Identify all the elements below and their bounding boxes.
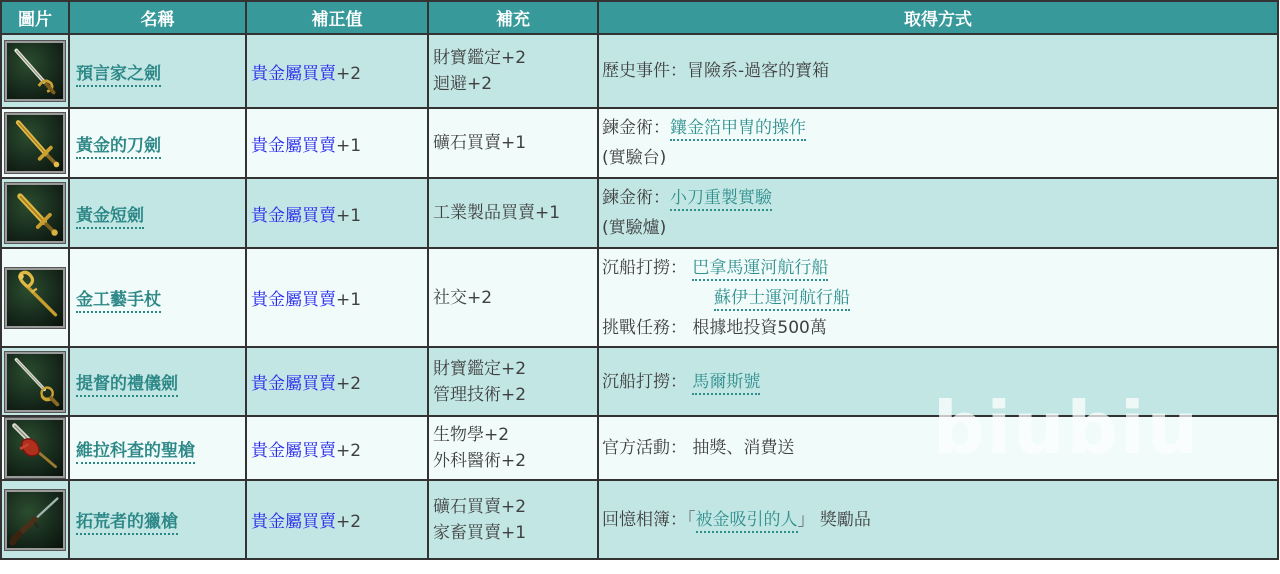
image-cell (1, 108, 69, 178)
acquisition-text: (實驗台) (602, 148, 667, 168)
image-cell (1, 34, 69, 108)
bonus-skill-link[interactable]: 貴金屬買賣 (251, 135, 336, 156)
acquisition-line (602, 505, 1273, 535)
acquisition-line (602, 313, 1273, 343)
acquisition-link[interactable]: 蘇伊士運河航行船 (714, 288, 850, 311)
golden-short-sword-icon (5, 183, 65, 243)
bonus-skill-link[interactable]: 貴金屬買賣 (251, 205, 336, 226)
acquisition-link[interactable]: 鑲金箔甲冑的操作 (670, 118, 806, 141)
item-row (1, 347, 1278, 416)
acquisition-text: 官方活動： 抽獎、消費送 (602, 438, 795, 458)
name-cell (69, 108, 246, 178)
acquisition-text: 鍊金術： (602, 118, 670, 138)
item-name-link[interactable]: 拓荒者的獵槍 (76, 512, 178, 535)
header-row (1, 1, 1278, 34)
acquisition-text: 回憶相簿：「 (602, 509, 696, 530)
header-acquisition-column: 取得方式 (598, 1, 1278, 34)
supplement-line: 社交+2 (433, 287, 493, 308)
bonus-skill-link[interactable]: 貴金屬買賣 (251, 290, 336, 310)
image-cell (1, 416, 69, 480)
supplement-line: 管理技術+2 (433, 384, 527, 405)
acquisition-cell (598, 416, 1278, 480)
acquisition-link[interactable]: 巴拿馬運河航行船 (692, 258, 828, 281)
acquisition-line (602, 367, 1273, 397)
item-row (1, 34, 1278, 108)
image-cell (1, 248, 69, 347)
acquisition-cell (598, 480, 1278, 559)
acquisition-line (602, 283, 1273, 313)
acquisition-link[interactable]: 小刀重製實驗 (670, 188, 772, 211)
bonus-value: +1 (336, 205, 362, 226)
supplement-cell (428, 34, 598, 108)
acquisition-cell (598, 34, 1278, 108)
name-cell (69, 178, 246, 248)
bonus-value: +2 (336, 512, 362, 532)
golden-blade-sword-icon (5, 113, 65, 173)
supplement-line: 生物學+2 (433, 425, 510, 445)
supplement-line: 礦石買賣+2 (433, 496, 527, 517)
acquisition-cell (598, 347, 1278, 416)
bonus-skill-link[interactable]: 貴金屬買賣 (251, 374, 336, 394)
acquisition-cell (598, 248, 1278, 347)
acquisition-cell (598, 178, 1278, 248)
item-row (1, 178, 1278, 248)
acquisition-text: 沉船打撈： (602, 371, 693, 392)
acquisition-text: 」 獎勵品 (797, 509, 871, 530)
supplement-line: 外科醫術+2 (433, 451, 527, 471)
supplement-cell (428, 178, 598, 248)
acquisition-line (602, 433, 1273, 463)
acquisition-text: 歷史事件：冒險系-過客的寶箱 (602, 61, 830, 81)
acquisition-line (602, 213, 1273, 243)
item-name-link[interactable]: 黃金短劍 (76, 206, 144, 229)
name-cell (69, 248, 246, 347)
image-cell (1, 480, 69, 559)
supplement-line: 工業製品買賣+1 (433, 203, 561, 223)
image-cell (1, 178, 69, 248)
header-bonus-column: 補正值 (246, 1, 428, 34)
supplement-line: 迴避+2 (433, 74, 493, 94)
acquisition-text: 挑戰任務： 根據地投資500萬 (602, 317, 827, 338)
item-row (1, 248, 1278, 347)
name-cell (69, 480, 246, 559)
name-cell (69, 416, 246, 480)
supplement-line: 礦石買賣+1 (433, 133, 527, 153)
header-supplement-column: 補充 (428, 1, 598, 34)
acquisition-line (602, 113, 1273, 143)
bonus-cell (246, 178, 428, 248)
admiral-ceremonial-sword-icon (5, 352, 65, 412)
supplement-cell (428, 416, 598, 480)
image-cell (1, 347, 69, 416)
acquisition-text: (實驗爐) (602, 218, 667, 238)
bonus-cell (246, 34, 428, 108)
bonus-skill-link[interactable]: 貴金屬買賣 (251, 440, 336, 461)
acquisition-line (602, 143, 1273, 173)
bonus-cell (246, 416, 428, 480)
name-cell (69, 347, 246, 416)
header-name-column: 名稱 (69, 1, 246, 34)
pioneer-hunting-rifle-icon (5, 490, 65, 550)
acquisition-link[interactable]: 馬爾斯號 (692, 372, 760, 395)
acquisition-line (602, 56, 1273, 86)
bonus-cell (246, 108, 428, 178)
viracocha-holy-spear-icon (5, 418, 65, 478)
supplement-cell (428, 480, 598, 559)
supplement-cell (428, 108, 598, 178)
bonus-value: +2 (336, 440, 362, 461)
bonus-value: +2 (336, 374, 362, 394)
name-cell (69, 34, 246, 108)
prophet-sword-icon (5, 41, 65, 101)
bonus-value: +2 (336, 63, 362, 84)
acquisition-link[interactable]: 被金吸引的人 (696, 510, 798, 533)
watermark: biubiu (933, 386, 1200, 470)
supplement-line: 家畜買賣+1 (433, 522, 527, 543)
item-name-link[interactable]: 黃金的刀劍 (76, 136, 161, 159)
bonus-value: +1 (336, 290, 362, 310)
acquisition-text: 沉船打撈： (602, 257, 693, 278)
item-name-link[interactable]: 提督的禮儀劍 (76, 374, 178, 397)
acquisition-line (602, 253, 1273, 283)
supplement-line: 財寶鑑定+2 (433, 358, 527, 379)
acquisition-text: 鍊金術： (602, 188, 670, 208)
supplement-cell (428, 248, 598, 347)
supplement-line: 財寶鑑定+2 (433, 48, 527, 68)
bonus-cell (246, 480, 428, 559)
supplement-cell (428, 347, 598, 416)
bonus-skill-link[interactable]: 貴金屬買賣 (251, 63, 336, 84)
item-row (1, 480, 1278, 559)
bonus-cell (246, 248, 428, 347)
bonus-cell (246, 347, 428, 416)
acquisition-line (602, 183, 1273, 213)
item-name-link[interactable]: 維拉科查的聖槍 (76, 441, 195, 464)
bonus-value: +1 (336, 135, 362, 156)
item-name-link[interactable]: 金工藝手杖 (76, 290, 161, 313)
item-name-link[interactable]: 預言家之劍 (76, 64, 161, 87)
bonus-skill-link[interactable]: 貴金屬買賣 (251, 512, 336, 532)
item-row (1, 108, 1278, 178)
acquisition-cell (598, 108, 1278, 178)
header-image-column: 圖片 (1, 1, 69, 34)
gold-craft-staff-icon (5, 268, 65, 328)
item-row (1, 416, 1278, 480)
